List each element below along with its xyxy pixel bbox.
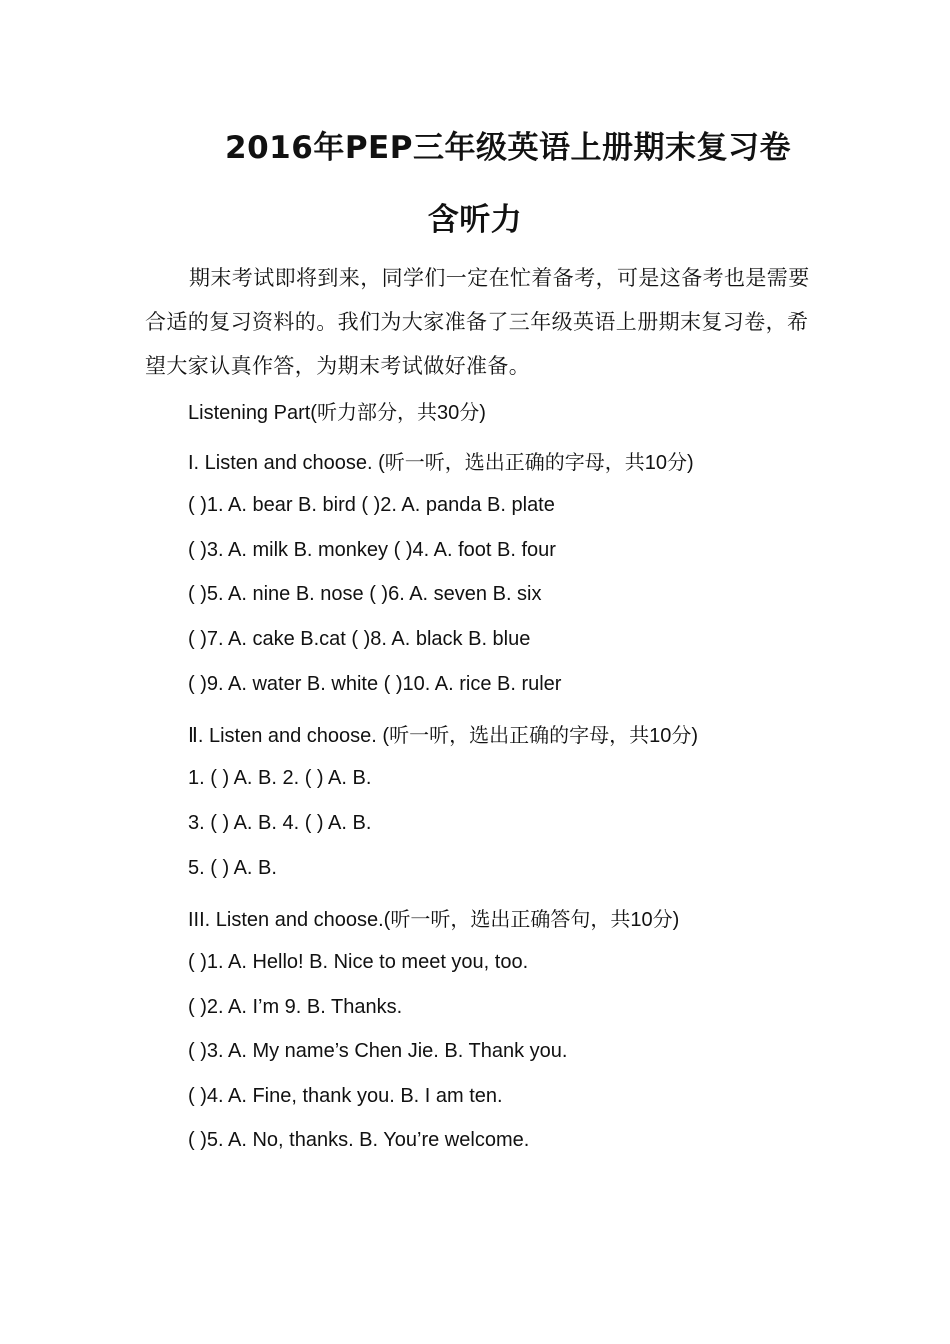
section1-heading: I. Listen and choose. (听一听，选出正确的字母，共10分) xyxy=(188,452,694,474)
section3-heading: III. Listen and choose.(听一听，选出正确答句，共10分) xyxy=(188,909,680,931)
section3-item: ( )3. A. My name’s Chen Jie. B. Thank you. xyxy=(188,1040,568,1062)
section1-item: ( )7. A. cake B.cat ( )8. A. black B. blue xyxy=(188,628,531,650)
document-title: 2016年PEP三年级英语上册期末复习卷 xyxy=(225,130,791,166)
section1-item: ( )3. A. milk B. monkey ( )4. A. foot B. four xyxy=(188,539,556,561)
section2-item: 1. ( ) A. B. 2. ( ) A. B. xyxy=(188,767,372,789)
section2-heading: Ⅱ. Listen and choose. (听一听，选出正确的字母，共10分) xyxy=(188,725,698,747)
document-title-subline: 含听力 xyxy=(427,202,523,238)
listening-part-heading: Listening Part(听力部分，共30分) xyxy=(188,402,486,424)
section1-item: ( )1. A. bear B. bird ( )2. A. panda B. plate xyxy=(188,494,555,516)
section3-item: ( )1. A. Hello! B. Nice to meet you, too. xyxy=(188,951,529,973)
section2-item: 5. ( ) A. B. xyxy=(188,857,277,879)
section3-item: ( )2. A. I’m 9. B. Thanks. xyxy=(188,996,403,1018)
intro-paragraph: 期末考试即将到来，同学们一定在忙着备考，可是这备考也是需要合适的复习资料的。我们为大家准备了三年级英语上册期末复习卷，希望大家认真作答，为期末考试做好准备。 xyxy=(145,266,810,378)
section3-item: ( )5. A. No, thanks. B. You’re welcome. xyxy=(188,1129,530,1151)
section1-item: ( )5. A. nine B. nose ( )6. A. seven B. six xyxy=(188,583,542,605)
section3-item: ( )4. A. Fine, thank you. B. I am ten. xyxy=(188,1085,503,1107)
section2-item: 3. ( ) A. B. 4. ( ) A. B. xyxy=(188,812,372,834)
section1-item: ( )9. A. water B. white ( )10. A. rice B. ruler xyxy=(188,673,562,695)
